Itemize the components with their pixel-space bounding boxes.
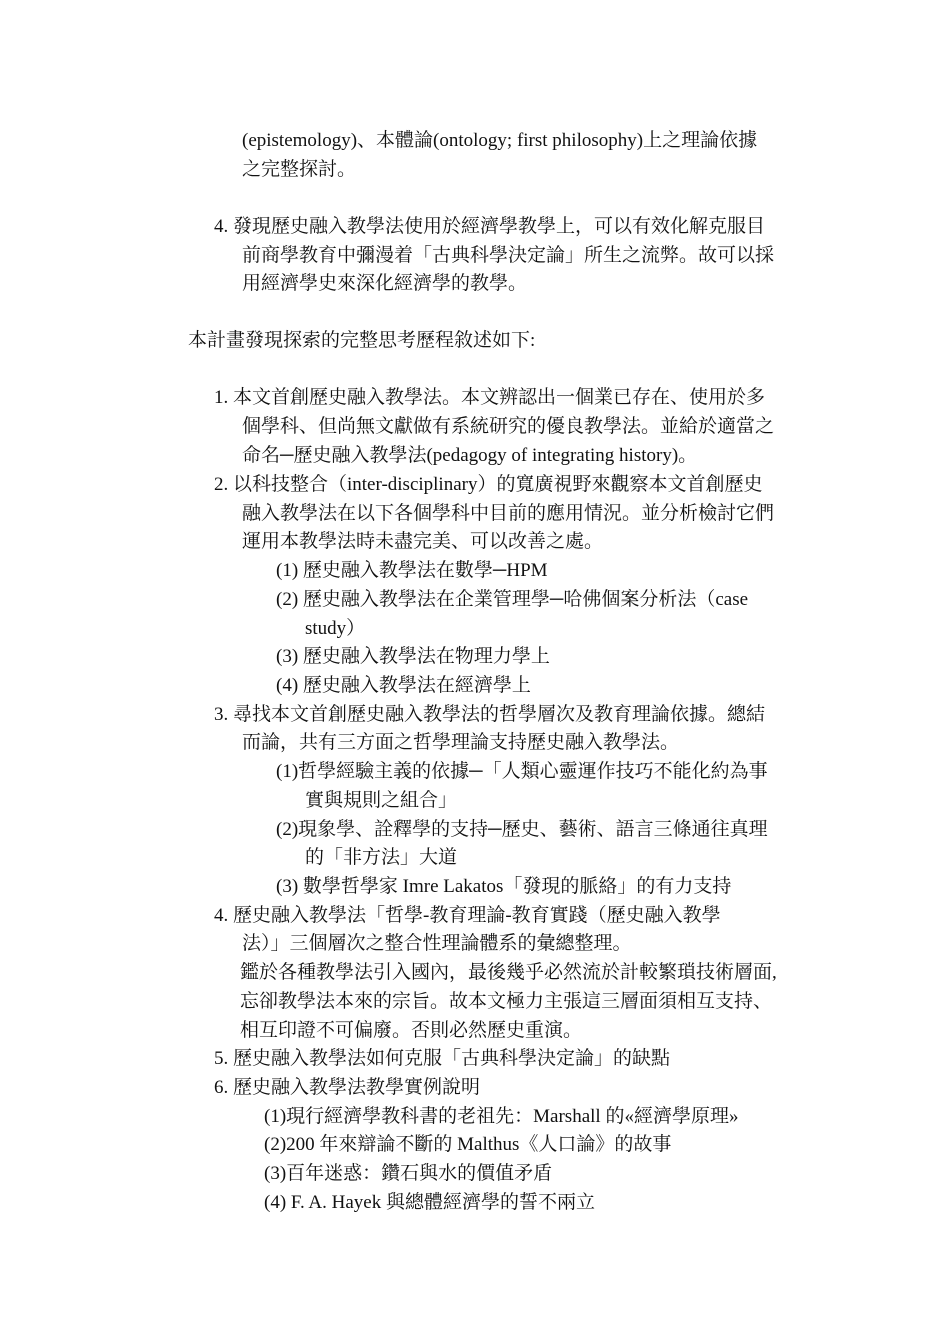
item3-line-1: 3. 尋找本文首創歷史融入教學法的哲學層次及教育理論依據。總結 [214, 704, 766, 725]
point4-line-3: 用經濟學史來深化經濟學的教學。 [242, 273, 528, 294]
item6-sub-3: (3)百年迷惑：鑽石與水的價值矛盾 [264, 1163, 553, 1184]
item4-line-2: 法）」三個層次之整合性理論體系的彙總整理。 [242, 933, 632, 954]
item2-sub-2-cont: study） [305, 618, 366, 639]
item2-sub-1: (1) 歷史融入教學法在數學─HPM [276, 560, 548, 581]
item1-line-1: 1. 本文首創歷史融入教學法。本文辨認出一個業已存在、使用於多 [214, 387, 766, 408]
item2-sub-2: (2) 歷史融入教學法在企業管理學─哈佛個案分析法（case [276, 589, 749, 610]
item6-sub-4: (4) F. A. Hayek 與總體經濟學的誓不兩立 [264, 1192, 595, 1213]
item1-line-3: 命名─歷史融入教學法(pedagogy of integrating history)。 [242, 445, 698, 466]
item4-line-3: 鑑於各種教學法引入國內，最後幾乎必然流於計較繁瑣技術層面, [240, 962, 777, 983]
item5-line: 5. 歷史融入教學法如何克服「古典科學決定論」的缺點 [214, 1048, 671, 1069]
item3-line-2: 而論，共有三方面之哲學理論支持歷史融入教學法。 [242, 732, 680, 753]
item3-sub-3: (3) 數學哲學家 Imre Lakatos「發現的脈絡」的有力支持 [276, 876, 732, 897]
item2-sub-3: (3) 歷史融入教學法在物理力學上 [276, 646, 550, 667]
item6-line: 6. 歷史融入教學法教學實例說明 [214, 1077, 481, 1098]
item4-line-1: 4. 歷史融入教學法「哲學-教育理論-教育實踐（歷史融入教學 [214, 905, 721, 926]
item6-sub-1: (1)現行經濟學教科書的老祖先：Marshall 的«經濟學原理» [264, 1106, 739, 1127]
item2-sub-4: (4) 歷史融入教學法在經濟學上 [276, 675, 531, 696]
item6-sub-2: (2)200 年來辯論不斷的 Malthus《人口論》的故事 [264, 1134, 672, 1155]
intro-continuation-line-2: 之完整探討。 [242, 159, 357, 180]
intro-continuation-line-1: (epistemology)、本體論(ontology; first philosophy)上之理論依據 [242, 130, 758, 151]
item4-line-5: 相互印證不可偏廢。否則必然歷史重演。 [240, 1020, 583, 1041]
item3-sub-1-cont: 實與規則之組合」 [305, 790, 458, 811]
item2-line-1: 2. 以科技整合（inter-disciplinary）的寬廣視野來觀察本文首創歷史 [214, 474, 763, 495]
item3-sub-2-cont: 的「非方法」大道 [305, 847, 458, 868]
point4-line-1: 4. 發現歷史融入教學法使用於經濟學教學上，可以有效化解克服目 [214, 216, 766, 237]
item1-line-2: 個學科、但尚無文獻做有系統研究的優良教學法。並給於適當之 [242, 416, 775, 437]
item3-sub-2: (2)現象學、詮釋學的支持─歷史、藝術、語言三條通往真理 [276, 819, 768, 840]
item3-sub-1: (1)哲學經驗主義的依據─「人類心靈運作技巧不能化約為事 [276, 761, 768, 782]
item2-line-2: 融入教學法在以下各個學科中目前的應用情況。並分析檢討它們 [242, 503, 775, 524]
section-heading: 本計畫發現探索的完整思考歷程敘述如下: [188, 330, 536, 351]
item2-line-3: 運用本教學法時未盡完美、可以改善之處。 [242, 531, 604, 552]
point4-line-2: 前商學教育中彌漫着「古典科學決定論」所生之流弊。故可以採 [242, 245, 775, 266]
item4-line-4: 忘卻教學法本來的宗旨。故本文極力主張這三層面須相互支持、 [240, 991, 773, 1012]
